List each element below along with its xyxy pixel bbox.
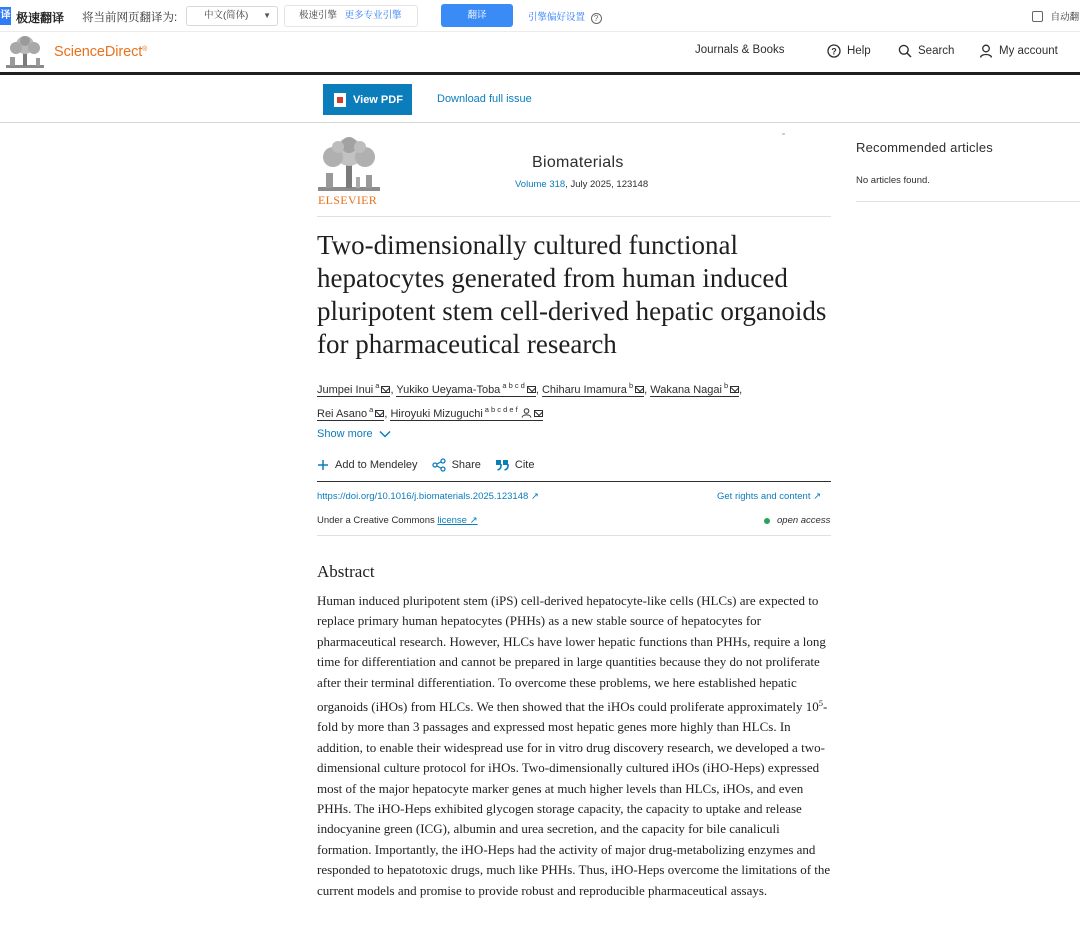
elsevier-wordmark: ELSEVIER [318, 193, 378, 207]
author-list: Jumpei Inui $^a$ , Yukiko Ueyama-Toba $^{a b c d}$ , Chiharu Imamura $^b$ , Wakana Nagai $^b$ , Rei Asano $^a$ , Hiroyuki Mizuguchi $^{a b c d e f}$ [317, 381, 743, 420]
chevron-down-icon: ▼ [263, 11, 271, 20]
doi-divider [317, 481, 831, 482]
view-pdf-button[interactable] [323, 84, 412, 115]
author-affiliations: b [723, 381, 729, 390]
cite-label: Cite [514, 459, 535, 471]
brand-text: ScienceDirect [54, 44, 143, 60]
nav-search[interactable] [898, 44, 954, 58]
view-pdf-label: View PDF [353, 93, 403, 106]
author-name: Chiharu Imamura [541, 384, 627, 396]
email-icon [730, 386, 739, 393]
help-circle-icon [827, 44, 841, 58]
engine-name: 极速引擎 [299, 10, 338, 21]
license-prefix: Under a Creative Commons [317, 515, 435, 526]
show-more-label: Show more [317, 428, 373, 440]
journal-volume [515, 179, 648, 190]
engine-preferences-label: 引擎偏好设置 [528, 12, 586, 23]
rights-link[interactable] [717, 491, 821, 502]
auto-translate-label: 自动翻 [1050, 12, 1080, 23]
abstract-heading: Abstract [317, 562, 375, 581]
translate-button[interactable]: 翻译 [441, 4, 513, 27]
rights-text: Get rights and content [717, 491, 811, 502]
author-link[interactable] [541, 381, 644, 397]
add-to-mendeley-button[interactable] [317, 459, 418, 471]
engine-selector[interactable] [284, 5, 418, 27]
more-engines-link[interactable]: 更多专业引擎 [344, 10, 402, 21]
email-icon [534, 410, 543, 417]
show-more-toggle[interactable] [317, 428, 391, 440]
license-link-text: license [437, 515, 467, 526]
license-divider [317, 535, 831, 536]
license-info [317, 515, 478, 526]
email-icon [381, 386, 390, 393]
author-name: Jumpei Inui [317, 384, 374, 396]
email-icon [527, 386, 536, 393]
svg-text:?: ? [831, 46, 837, 57]
abstract-text [317, 591, 833, 901]
nav-journals-books[interactable] [695, 44, 785, 56]
volume-details: , July 2025, 123148 [565, 179, 649, 190]
email-icon [635, 386, 644, 393]
journal-title[interactable]: Biomaterials [532, 154, 624, 171]
auto-translate-checkbox[interactable] [1032, 11, 1043, 22]
abstract-superscript: 5 [818, 698, 824, 709]
article-toolbar [0, 75, 1080, 123]
nav-help-label: Help [847, 45, 871, 57]
sciencedirect-logo[interactable]: ScienceDirect® [54, 44, 148, 60]
target-language-value: 中文(简体) [204, 10, 249, 21]
author-affiliations: a [375, 381, 380, 390]
author-affiliations: a b c d [502, 381, 525, 390]
plus-icon [317, 459, 329, 471]
author-name: Hiroyuki Mizuguchi [390, 408, 483, 420]
email-icon [375, 410, 384, 417]
translator-logo-icon: 译 [0, 7, 11, 25]
author-name: Rei Asano [317, 408, 368, 420]
nav-account-label: My account [999, 45, 1058, 57]
external-link-icon: ↗ [530, 491, 539, 502]
share-label: Share [451, 459, 481, 471]
abstract-part-1: Human induced pluripotent stem (iPS) cell-derived hepatocyte-like cells (HLCs) are expected to replace primary human hepatocytes (PHHs) as a new stable source of hepatocytes for pharmaceutical research. However, HLCs have lower hepatic functions than PHHs, require a long time for differentiation and cannot be prepared in large quantities because they do not proliferate after their terminal differentiation. To overcome these problems, we here established hepatic organoids (iHOs) from HLCs. We then showed that the iHOs could proliferate approximately 10 [317, 593, 826, 715]
author-affiliations: a b c d e f [484, 405, 518, 414]
help-circle-icon[interactable]: ? [591, 13, 602, 24]
author-affiliations: a [369, 405, 374, 414]
auto-translate-toggle[interactable] [1032, 9, 1079, 23]
abstract-part-2: -fold by more than 3 passages and expressed most hepatic genes more highly than HLCs. In addition, to enable their widespread use for in vitro drug discovery research, we developed a two-dimensional culture protocol for iHOs. Two-dimensionally cultured iHOs (iHO-Heps) expressed most of the major hepatocyte marker genes at much higher levels than HLCs, iHOs, and even PHHs. The iHO-Heps exhibited glycogen storage capacity, the capacity to uptake and release indocyanine green (ICG), albumin and urea secretion, and the capacity for bile canaliculi formation. Importantly, the iHO-Heps had the activity of major drug-metabolizing enzymes and responded to hepatotoxic drugs, much like PHHs. Thus, iHO-Heps overcome the limitations of the current models and promise to provide robust and reproducible pharmaceutical assays. [317, 699, 831, 898]
share-icon [432, 458, 446, 472]
author-link[interactable] [317, 405, 384, 421]
elsevier-tree-logo-icon[interactable] [6, 35, 44, 69]
article-actions [317, 458, 548, 472]
open-access-label: open access [777, 515, 831, 526]
author-link[interactable] [396, 381, 535, 397]
external-link-icon: ↗ [813, 491, 822, 502]
nav-help[interactable] [827, 44, 871, 58]
share-button[interactable] [432, 458, 481, 472]
open-access-dot-icon [764, 518, 770, 524]
author-link[interactable] [390, 405, 542, 421]
mendeley-label: Add to Mendeley [335, 459, 418, 471]
nav-journals-label: Journals & Books [695, 44, 785, 56]
author-link[interactable] [317, 381, 390, 397]
translate-page-label: 将当前网页翻译为: [82, 12, 178, 24]
nav-my-account[interactable] [979, 44, 1058, 58]
doi-link[interactable] [317, 491, 539, 502]
doi-text: https://doi.org/10.1016/j.biomaterials.2025.123148 [317, 491, 529, 502]
author-affiliations: b [628, 381, 634, 390]
decorative-mark [782, 133, 785, 135]
corresponding-author-icon [521, 408, 532, 418]
nav-search-label: Search [918, 45, 955, 57]
quote-icon [495, 459, 509, 471]
download-full-issue-link[interactable]: Download full issue [437, 93, 532, 105]
author-link[interactable] [650, 381, 739, 397]
open-access-badge [764, 515, 830, 526]
recommended-empty-message: No articles found. [856, 175, 930, 186]
chevron-down-icon [379, 430, 391, 438]
journal-divider [317, 216, 831, 217]
pdf-icon [334, 93, 346, 107]
search-icon [898, 44, 912, 58]
recommended-articles-heading: Recommended articles [856, 140, 993, 155]
author-name: Yukiko Ueyama-Toba [396, 384, 501, 396]
user-icon [979, 44, 993, 58]
elsevier-tree-icon[interactable] [318, 137, 380, 192]
cite-button[interactable] [495, 459, 535, 471]
recommended-divider [856, 201, 1080, 202]
translator-brand: 极速翻译 [16, 11, 65, 25]
translator-toolbar [0, 0, 1080, 32]
engine-preferences-link[interactable] [528, 9, 602, 24]
article-title: Two-dimensionally cultured functional hepatocytes generated from human induced pluripotent stem cell-derived hepatic organoids for pharmaceutical research [317, 230, 827, 359]
target-language-select[interactable] [186, 6, 278, 26]
license-link[interactable]: license ↗ [437, 515, 478, 526]
author-name: Wakana Nagai [650, 384, 722, 396]
volume-link[interactable]: Volume 318 [515, 179, 566, 190]
